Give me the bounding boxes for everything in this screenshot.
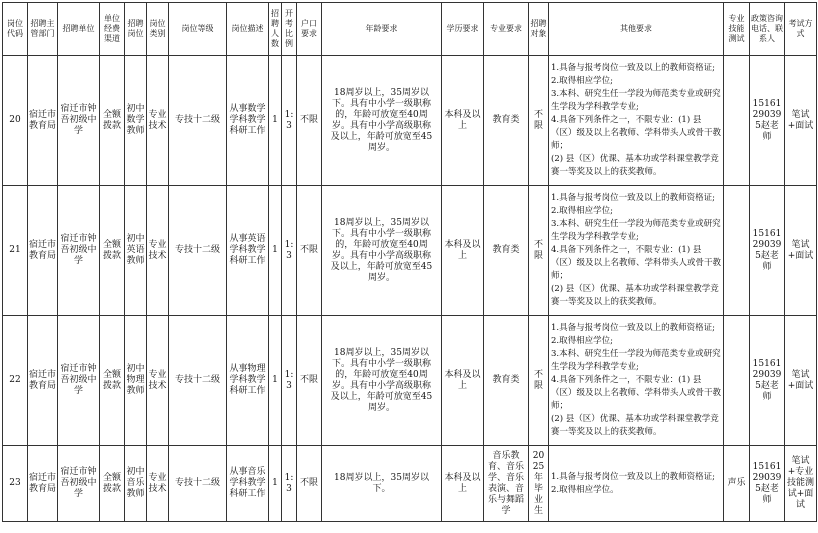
- cell-post: 初中数学教师: [125, 56, 147, 186]
- cell-major: 教育类: [484, 316, 529, 446]
- cell-code: 21: [3, 186, 28, 316]
- cell-target: 不限: [529, 56, 549, 186]
- header-funding: 单位经费渠道: [100, 3, 125, 56]
- header-major: 专业要求: [484, 3, 529, 56]
- cell-post: 初中英语教师: [125, 186, 147, 316]
- cell-code: 20: [3, 56, 28, 186]
- cell-contact: 15161290395赵老师: [750, 446, 785, 522]
- cell-edu: 本科及以上: [442, 316, 484, 446]
- cell-category: 专业技术: [147, 446, 169, 522]
- cell-funding: 全额拨款: [100, 186, 125, 316]
- cell-other: 1.具备与报考岗位一致及以上的教师资格证; 2.取得相应学位; 3.本科、研究生任一学段为师范类专业或研究生学段为学科教学专业; 4.具备下列条件之一，不限专业：(1) 县（区）级及以上名教师、学科带头人或骨干教师； (2) 县（区）优课、基本功或学科课堂教学竞赛一等奖及以上的获奖教师。: [549, 316, 724, 446]
- cell-desc: 从事数学学科教学科研工作: [227, 56, 269, 186]
- header-hukou: 户口要求: [297, 3, 322, 56]
- cell-level: 专技十二级: [169, 56, 227, 186]
- cell-contact: 15161290395赵老师: [750, 56, 785, 186]
- cell-post: 初中物理教师: [125, 316, 147, 446]
- cell-skill: 声乐: [724, 446, 750, 522]
- header-target: 招聘对象: [529, 3, 549, 56]
- cell-target: 2025年毕业生: [529, 446, 549, 522]
- cell-ratio: 1:3: [282, 186, 297, 316]
- cell-count: 1: [269, 186, 282, 316]
- cell-major: 教育类: [484, 56, 529, 186]
- header-dept: 招聘主管部门: [28, 3, 58, 56]
- header-contact: 政策咨询电话、联系人: [750, 3, 785, 56]
- cell-age: 18周岁以上，35周岁以下。具有中小学一级职称的，年龄可放宽至40周岁。具有中小学高级职称及以上，年龄可放宽至45周岁。: [322, 316, 442, 446]
- cell-count: 1: [269, 316, 282, 446]
- header-category: 岗位类别: [147, 3, 169, 56]
- cell-code: 23: [3, 446, 28, 522]
- cell-post: 初中音乐教师: [125, 446, 147, 522]
- cell-skill: [724, 56, 750, 186]
- header-desc: 岗位描述: [227, 3, 269, 56]
- cell-unit: 宿迁市钟吾初级中学: [58, 316, 100, 446]
- cell-hukou: 不限: [297, 446, 322, 522]
- cell-level: 专技十二级: [169, 186, 227, 316]
- header-level: 岗位等级: [169, 3, 227, 56]
- cell-count: 1: [269, 56, 282, 186]
- cell-exam: 笔试+面试: [785, 316, 817, 446]
- cell-target: 不限: [529, 316, 549, 446]
- header-age: 年龄要求: [322, 3, 442, 56]
- cell-other: 1.具备与报考岗位一致及以上的教师资格证; 2.取得相应学位; 3.本科、研究生任一学段为师范类专业或研究生学段为学科教学专业; 4.具备下列条件之一，不限专业：(1) 县（区）级及以上名教师、学科带头人或骨干教师； (2) 县（区）优课、基本功或学科课堂教学竞赛一等奖及以上的获奖教师。: [549, 56, 724, 186]
- header-other: 其他要求: [549, 3, 724, 56]
- cell-exam: 笔试+专业技能测试+面试: [785, 446, 817, 522]
- cell-age: 18周岁以上，35周岁以下。具有中小学一级职称的，年龄可放宽至40周岁。具有中小学高级职称及以上，年龄可放宽至45周岁。: [322, 186, 442, 316]
- cell-hukou: 不限: [297, 186, 322, 316]
- cell-dept: 宿迁市教育局: [28, 446, 58, 522]
- cell-other: 1.具备与报考岗位一致及以上的教师资格证; 2.取得相应学位。: [549, 446, 724, 522]
- cell-major: 音乐教育、音乐学、音乐表演、音乐与舞蹈学: [484, 446, 529, 522]
- header-row: [3, 3, 817, 56]
- cell-unit: 宿迁市钟吾初级中学: [58, 56, 100, 186]
- cell-desc: 从事物理学科教学科研工作: [227, 316, 269, 446]
- cell-category: 专业技术: [147, 56, 169, 186]
- cell-ratio: 1:3: [282, 316, 297, 446]
- cell-desc: 从事音乐学科教学科研工作: [227, 446, 269, 522]
- header-skill: 专业技能测试: [724, 3, 750, 56]
- cell-exam: 笔试+面试: [785, 186, 817, 316]
- cell-funding: 全额拨款: [100, 56, 125, 186]
- cell-unit: 宿迁市钟吾初级中学: [58, 186, 100, 316]
- header-edu: 学历要求: [442, 3, 484, 56]
- cell-age: 18周岁以上，35周岁以下。: [322, 446, 442, 522]
- cell-funding: 全额拨款: [100, 446, 125, 522]
- cell-edu: 本科及以上: [442, 56, 484, 186]
- cell-dept: 宿迁市教育局: [28, 186, 58, 316]
- cell-skill: [724, 316, 750, 446]
- cell-edu: 本科及以上: [442, 186, 484, 316]
- header-count: 招聘人数: [269, 3, 282, 56]
- header-ratio: 开考比例: [282, 3, 297, 56]
- cell-edu: 本科及以上: [442, 446, 484, 522]
- cell-desc: 从事英语学科教学科研工作: [227, 186, 269, 316]
- table-row: [3, 56, 817, 186]
- recruitment-table: [2, 2, 817, 522]
- cell-unit: 宿迁市钟吾初级中学: [58, 446, 100, 522]
- cell-contact: 15161290395赵老师: [750, 316, 785, 446]
- cell-major: 教育类: [484, 186, 529, 316]
- header-exam: 考试方式: [785, 3, 817, 56]
- cell-ratio: 1:3: [282, 56, 297, 186]
- table-row: [3, 446, 817, 522]
- cell-hukou: 不限: [297, 56, 322, 186]
- table-row: [3, 316, 817, 446]
- cell-skill: [724, 186, 750, 316]
- cell-funding: 全额拨款: [100, 316, 125, 446]
- cell-category: 专业技术: [147, 316, 169, 446]
- cell-code: 22: [3, 316, 28, 446]
- cell-other: 1.具备与报考岗位一致及以上的教师资格证; 2.取得相应学位; 3.本科、研究生任一学段为师范类专业或研究生学段为学科教学专业; 4.具备下列条件之一，不限专业：(1) 县（区）级及以上名教师、学科带头人或骨干教师； (2) 县（区）优课、基本功或学科课堂教学竞赛一等奖及以上的获奖教师。: [549, 186, 724, 316]
- cell-hukou: 不限: [297, 316, 322, 446]
- cell-exam: 笔试+面试: [785, 56, 817, 186]
- cell-age: 18周岁以上，35周岁以下。具有中小学一级职称的，年龄可放宽至40周岁。具有中小学高级职称及以上，年龄可放宽至45周岁。: [322, 56, 442, 186]
- cell-level: 专技十二级: [169, 446, 227, 522]
- header-code: 岗位代码: [3, 3, 28, 56]
- header-unit: 招聘单位: [58, 3, 100, 56]
- cell-target: 不限: [529, 186, 549, 316]
- cell-dept: 宿迁市教育局: [28, 56, 58, 186]
- cell-dept: 宿迁市教育局: [28, 316, 58, 446]
- cell-category: 专业技术: [147, 186, 169, 316]
- cell-ratio: 1:3: [282, 446, 297, 522]
- cell-contact: 15161290395赵老师: [750, 186, 785, 316]
- table-row: [3, 186, 817, 316]
- header-post: 招聘岗位: [125, 3, 147, 56]
- cell-count: 1: [269, 446, 282, 522]
- cell-level: 专技十二级: [169, 316, 227, 446]
